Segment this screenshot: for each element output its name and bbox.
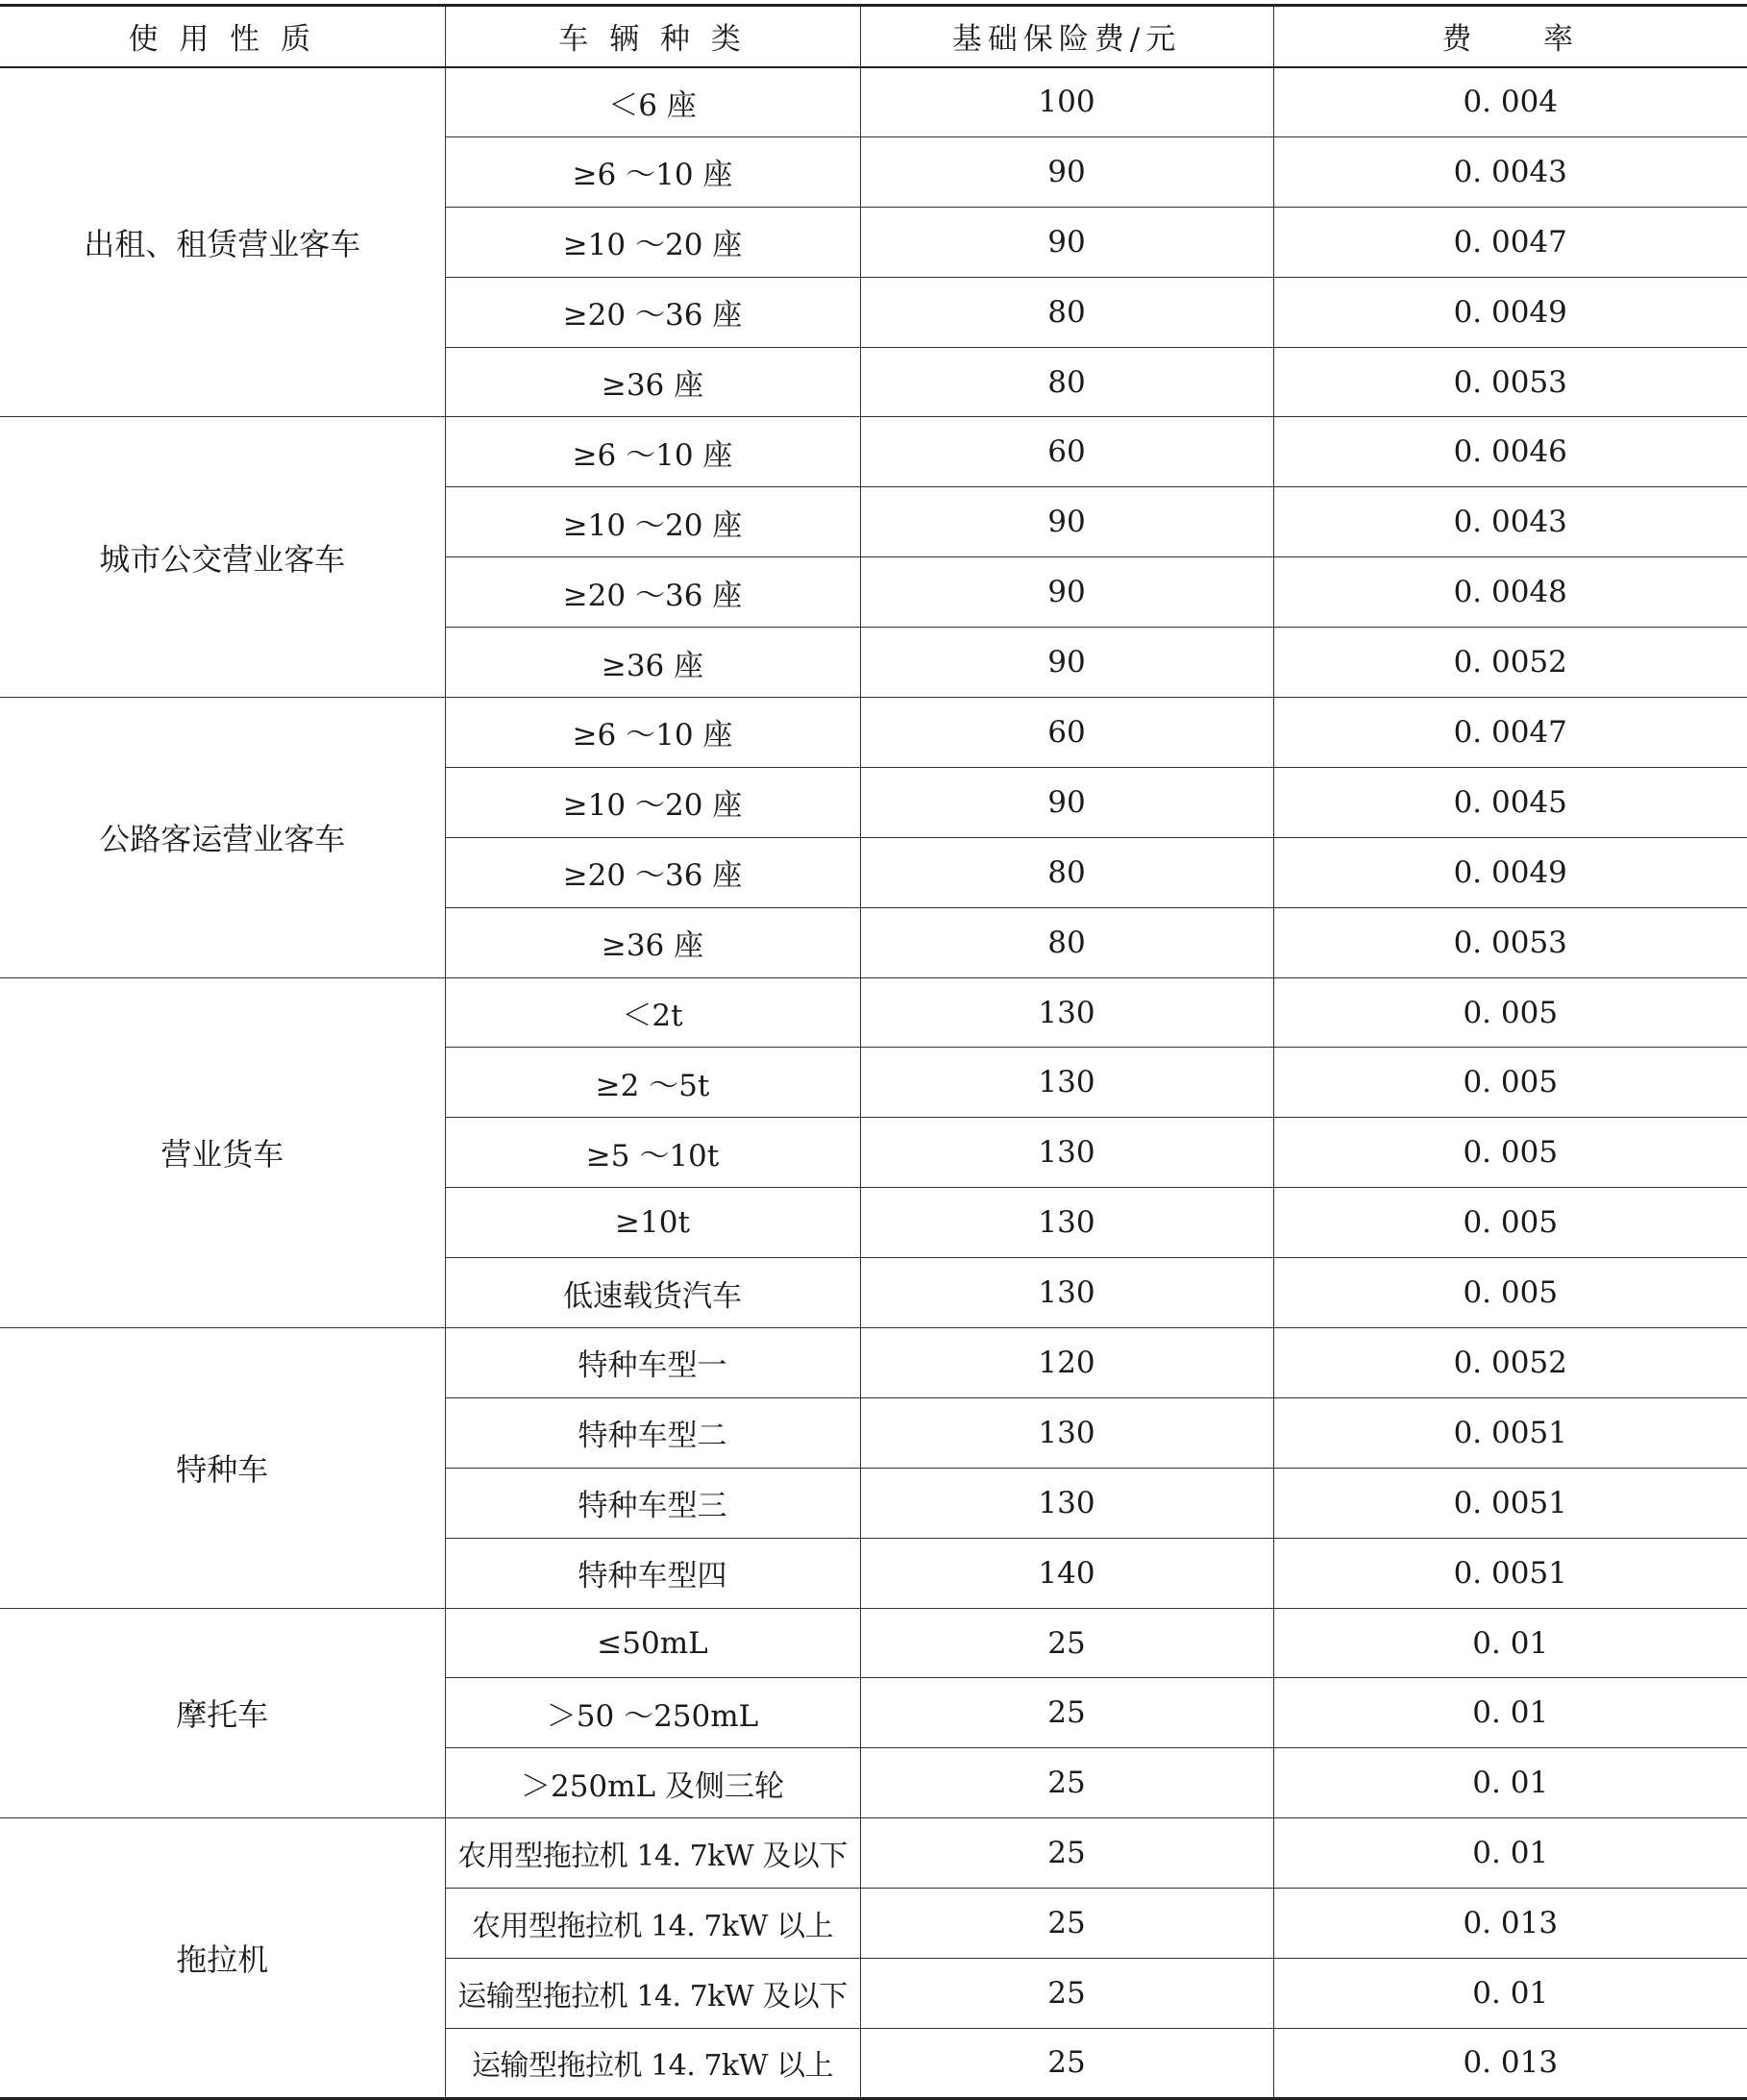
vehicle-type-cell: ≥6 ～10 座 bbox=[445, 698, 860, 768]
vehicle-type-cell: ≥20 ～36 座 bbox=[445, 557, 860, 628]
usage-category-cell: 特种车 bbox=[0, 1328, 445, 1609]
usage-category-cell: 拖拉机 bbox=[0, 1818, 445, 2099]
usage-category-cell: 出租、租赁营业客车 bbox=[0, 67, 445, 417]
base-premium-cell: 120 bbox=[860, 1328, 1273, 1398]
rate-cell: 0. 01 bbox=[1273, 1608, 1747, 1678]
vehicle-type-cell: ≥36 座 bbox=[445, 907, 860, 977]
rate-cell: 0. 0052 bbox=[1273, 1328, 1747, 1398]
vehicle-type-cell: 特种车型二 bbox=[445, 1397, 860, 1468]
vehicle-type-cell: ≥20 ～36 座 bbox=[445, 837, 860, 907]
vehicle-type-cell: ≥10 ～20 座 bbox=[445, 767, 860, 837]
table-row bbox=[0, 1818, 1747, 1889]
base-premium-cell: 25 bbox=[860, 1678, 1273, 1748]
base-premium-cell: 90 bbox=[860, 767, 1273, 837]
rate-cell: 0. 0043 bbox=[1273, 136, 1747, 207]
base-premium-cell: 90 bbox=[860, 557, 1273, 628]
rate-cell: 0. 0053 bbox=[1273, 907, 1747, 977]
table-body bbox=[0, 67, 1747, 2099]
vehicle-type-cell: 特种车型四 bbox=[445, 1538, 860, 1608]
rate-cell: 0. 0051 bbox=[1273, 1397, 1747, 1468]
base-premium-cell: 130 bbox=[860, 1258, 1273, 1328]
header-row bbox=[0, 6, 1747, 67]
vehicle-type-cell: 特种车型一 bbox=[445, 1328, 860, 1398]
vehicle-type-cell: ≥36 座 bbox=[445, 347, 860, 417]
vehicle-type-cell: ≥10 ～20 座 bbox=[445, 207, 860, 277]
rate-cell: 0. 0053 bbox=[1273, 347, 1747, 417]
vehicle-type-cell: ≥36 座 bbox=[445, 628, 860, 698]
base-premium-cell: 60 bbox=[860, 698, 1273, 768]
table-header bbox=[0, 6, 1747, 67]
vehicle-type-cell: ≥10t bbox=[445, 1188, 860, 1258]
header-rate: 费 率 bbox=[1273, 6, 1747, 67]
vehicle-type-cell: ≥10 ～20 座 bbox=[445, 487, 860, 557]
table-row bbox=[0, 1328, 1747, 1398]
rate-cell: 0. 0051 bbox=[1273, 1468, 1747, 1538]
vehicle-type-cell: ＜6 座 bbox=[445, 67, 860, 137]
rate-cell: 0. 005 bbox=[1273, 1118, 1747, 1188]
base-premium-cell: 90 bbox=[860, 136, 1273, 207]
rate-cell: 0. 01 bbox=[1273, 1678, 1747, 1748]
insurance-rate-table bbox=[0, 4, 1747, 2100]
table-row bbox=[0, 1608, 1747, 1678]
rate-cell: 0. 0047 bbox=[1273, 698, 1747, 768]
base-premium-cell: 100 bbox=[860, 67, 1273, 137]
base-premium-cell: 90 bbox=[860, 487, 1273, 557]
base-premium-cell: 25 bbox=[860, 1608, 1273, 1678]
base-premium-cell: 130 bbox=[860, 1468, 1273, 1538]
vehicle-type-cell: 农用型拖拉机 14. 7kW 及以下 bbox=[445, 1818, 860, 1889]
base-premium-cell: 140 bbox=[860, 1538, 1273, 1608]
base-premium-cell: 25 bbox=[860, 1889, 1273, 1959]
rate-cell: 0. 0047 bbox=[1273, 207, 1747, 277]
header-base-premium: 基础保险费/元 bbox=[860, 6, 1273, 67]
rate-cell: 0. 013 bbox=[1273, 1889, 1747, 1959]
base-premium-cell: 130 bbox=[860, 1118, 1273, 1188]
rate-cell: 0. 0046 bbox=[1273, 417, 1747, 487]
base-premium-cell: 60 bbox=[860, 417, 1273, 487]
base-premium-cell: 80 bbox=[860, 907, 1273, 977]
usage-category-cell: 城市公交营业客车 bbox=[0, 417, 445, 698]
table-row bbox=[0, 977, 1747, 1048]
vehicle-type-cell: ≥20 ～36 座 bbox=[445, 277, 860, 347]
vehicle-type-cell: ≥6 ～10 座 bbox=[445, 136, 860, 207]
vehicle-type-cell: ＞250mL 及侧三轮 bbox=[445, 1748, 860, 1818]
usage-category-cell: 摩托车 bbox=[0, 1608, 445, 1818]
rate-cell: 0. 0048 bbox=[1273, 557, 1747, 628]
base-premium-cell: 25 bbox=[860, 1959, 1273, 2029]
vehicle-type-cell: ≤50mL bbox=[445, 1608, 860, 1678]
rate-cell: 0. 0051 bbox=[1273, 1538, 1747, 1608]
rate-cell: 0. 004 bbox=[1273, 67, 1747, 137]
rate-cell: 0. 005 bbox=[1273, 1048, 1747, 1118]
base-premium-cell: 80 bbox=[860, 837, 1273, 907]
rate-cell: 0. 01 bbox=[1273, 1748, 1747, 1818]
rate-cell: 0. 01 bbox=[1273, 1959, 1747, 2029]
usage-category-cell: 营业货车 bbox=[0, 977, 445, 1327]
base-premium-cell: 90 bbox=[860, 628, 1273, 698]
rate-cell: 0. 005 bbox=[1273, 1258, 1747, 1328]
base-premium-cell: 130 bbox=[860, 1397, 1273, 1468]
vehicle-type-cell: ≥6 ～10 座 bbox=[445, 417, 860, 487]
base-premium-cell: 25 bbox=[860, 1818, 1273, 1889]
table-row bbox=[0, 417, 1747, 487]
vehicle-type-cell: ≥5 ～10t bbox=[445, 1118, 860, 1188]
base-premium-cell: 130 bbox=[860, 977, 1273, 1048]
base-premium-cell: 80 bbox=[860, 277, 1273, 347]
vehicle-type-cell: ＞50 ～250mL bbox=[445, 1678, 860, 1748]
rate-cell: 0. 005 bbox=[1273, 977, 1747, 1048]
base-premium-cell: 80 bbox=[860, 347, 1273, 417]
base-premium-cell: 25 bbox=[860, 2028, 1273, 2098]
rate-cell: 0. 0045 bbox=[1273, 767, 1747, 837]
table-row bbox=[0, 67, 1747, 137]
vehicle-type-cell: ＜2t bbox=[445, 977, 860, 1048]
base-premium-cell: 90 bbox=[860, 207, 1273, 277]
base-premium-cell: 25 bbox=[860, 1748, 1273, 1818]
vehicle-type-cell: 特种车型三 bbox=[445, 1468, 860, 1538]
rate-cell: 0. 005 bbox=[1273, 1188, 1747, 1258]
vehicle-type-cell: 农用型拖拉机 14. 7kW 以上 bbox=[445, 1889, 860, 1959]
base-premium-cell: 130 bbox=[860, 1048, 1273, 1118]
rate-cell: 0. 0052 bbox=[1273, 628, 1747, 698]
rate-cell: 0. 0043 bbox=[1273, 487, 1747, 557]
vehicle-type-cell: 运输型拖拉机 14. 7kW 及以下 bbox=[445, 1959, 860, 2029]
vehicle-type-cell: 低速载货汽车 bbox=[445, 1258, 860, 1328]
vehicle-type-cell: ≥2 ～5t bbox=[445, 1048, 860, 1118]
vehicle-type-cell: 运输型拖拉机 14. 7kW 以上 bbox=[445, 2028, 860, 2098]
base-premium-cell: 130 bbox=[860, 1188, 1273, 1258]
rate-cell: 0. 0049 bbox=[1273, 837, 1747, 907]
table-row bbox=[0, 698, 1747, 768]
rate-cell: 0. 01 bbox=[1273, 1818, 1747, 1889]
header-vehicle-type: 车 辆 种 类 bbox=[445, 6, 860, 67]
header-usage: 使 用 性 质 bbox=[0, 6, 445, 67]
rate-cell: 0. 0049 bbox=[1273, 277, 1747, 347]
rate-cell: 0. 013 bbox=[1273, 2028, 1747, 2098]
usage-category-cell: 公路客运营业客车 bbox=[0, 698, 445, 978]
